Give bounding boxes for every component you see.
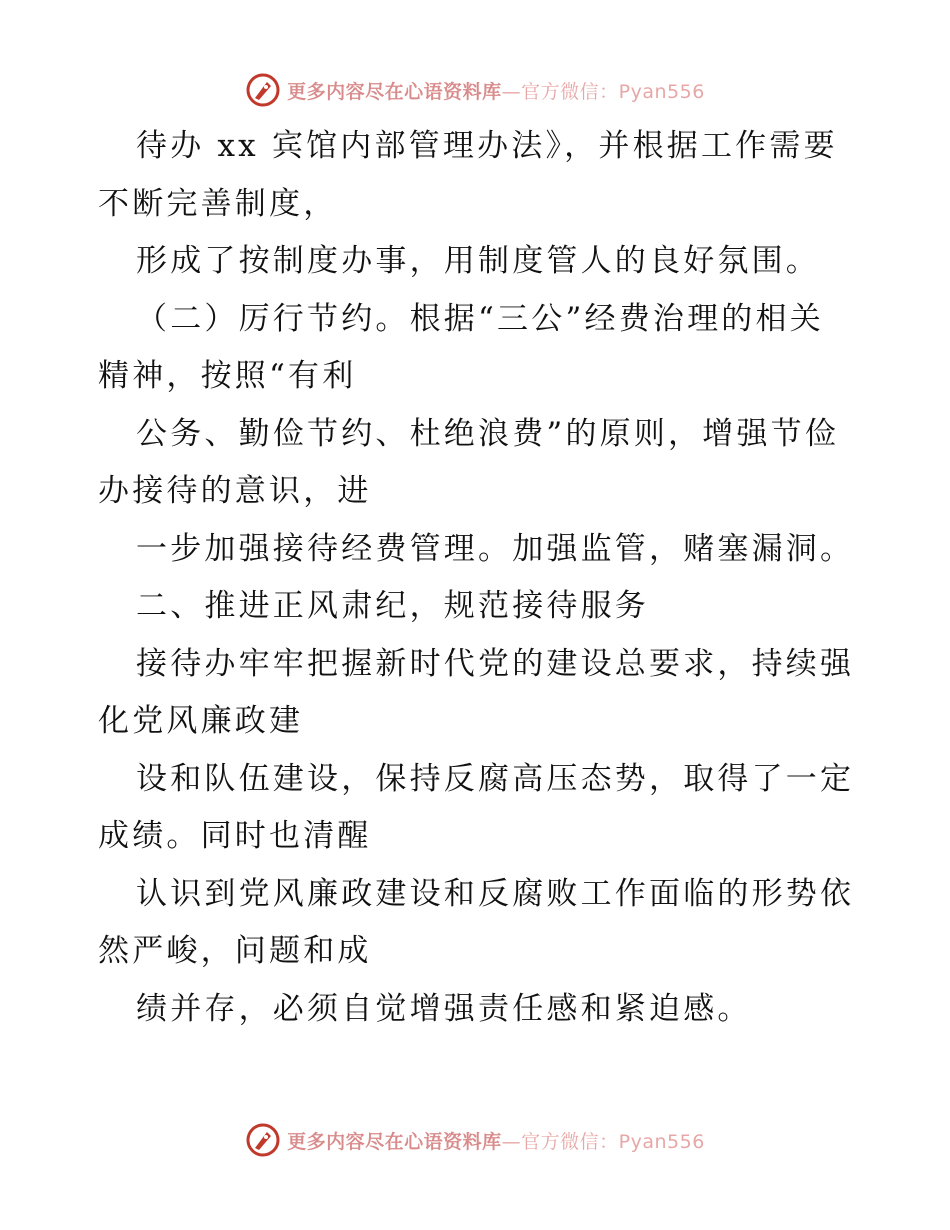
footer-watermark-text: 更多内容尽在心语资料库—官方微信：Pyan556 (287, 1130, 705, 1153)
paragraph-line: 公务、勤俭节约、杜绝浪费”的原则，增强节俭 (136, 415, 840, 452)
section-heading: 二、推进正风肃纪，规范接待服务 (136, 588, 649, 624)
header-watermark-text: 更多内容尽在心语资料库—官方微信：Pyan556 (287, 80, 705, 103)
header-watermark (0, 70, 950, 110)
paragraph-line: 接待办牢牢把握新时代党的建设总要求，持续强 (136, 645, 855, 682)
footer-watermark (0, 1120, 950, 1160)
paragraph-line: 成绩。同时也清醒 (98, 818, 372, 854)
paragraph-line: 设和队伍建设，保持反腐高压态势，取得了一定 (136, 760, 855, 797)
paragraph-line: （二）厉行节约。根据“三公”经费治理的相关 (136, 300, 824, 337)
paragraph-line: 认识到党风廉政建设和反腐败工作面临的形势依 (136, 875, 855, 912)
paragraph-line: 不断完善制度， (98, 185, 338, 222)
paragraph-line: 绩并存，必须自觉增强责任感和紧迫感。 (136, 990, 752, 1027)
paragraph-line: 办接待的意识，进 (98, 473, 372, 509)
paragraph-line: 精神，按照“有利 (98, 358, 357, 394)
paragraph-line: 一步加强接待经费管理。加强监管，赌塞漏洞。 (136, 530, 855, 567)
pen-nib-seal-icon (245, 1122, 281, 1158)
document-body (98, 118, 858, 1038)
paragraph-line: 待办 xx 宾馆内部管理办法》，并根据工作需要 (136, 128, 838, 164)
pen-nib-seal-icon (245, 72, 281, 108)
paragraph-line: 形成了按制度办事，用制度管人的良好氛围。 (136, 243, 820, 279)
paragraph-line: 然严峻，问题和成 (98, 933, 372, 969)
paragraph-line: 化党风廉政建 (98, 703, 304, 739)
